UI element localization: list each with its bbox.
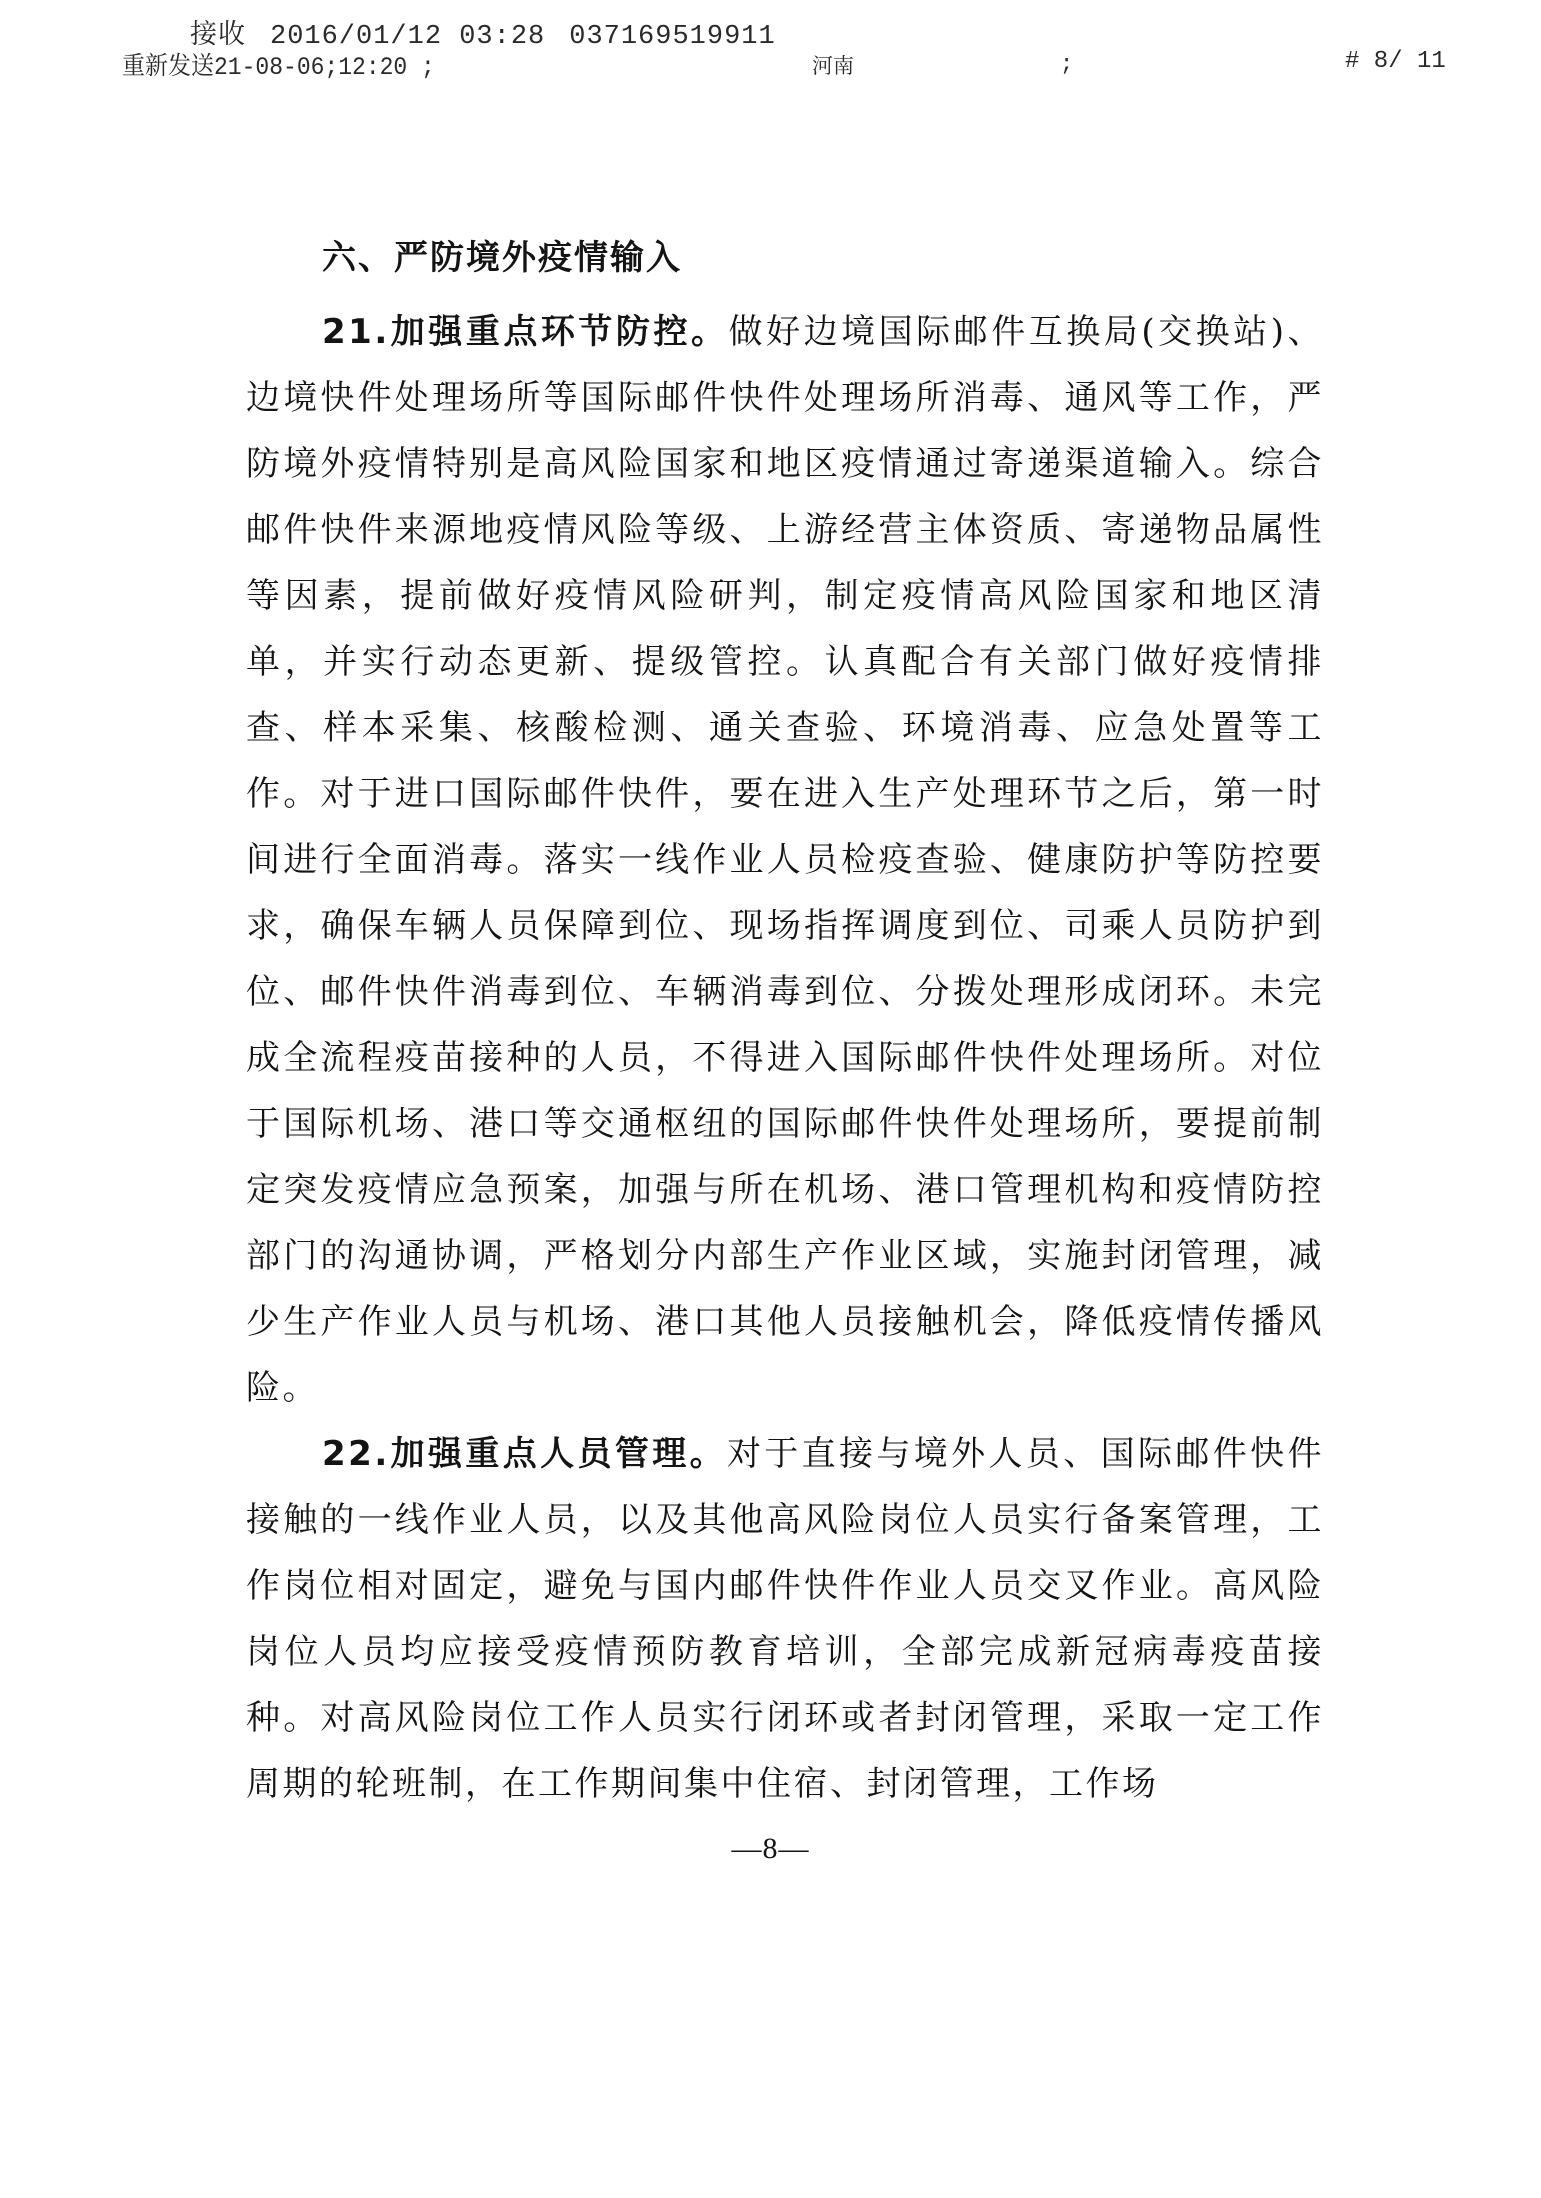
paragraph-21 bbox=[246, 299, 1324, 1421]
fax-received-datetime: 2016/01/12 03:28 bbox=[270, 22, 546, 52]
fax-received-label: 接收 bbox=[190, 22, 246, 52]
fax-region: 河南 bbox=[812, 54, 854, 78]
page-number: —8— bbox=[731, 1832, 810, 1865]
document-body bbox=[246, 225, 1324, 1817]
paragraph-22 bbox=[246, 1421, 1324, 1817]
paragraph-21-text: 做好边境国际邮件互换局(交换站)、边境快件处理场所等国际邮件快件处理场所消毒、通风等工作，严防境外疫情特别是高风险国家和地区疫情通过寄递渠道输入。综合邮件快件来源地疫情风险等级、上游经营主体资质、寄递物品属性等因素，提前做好疫情风险研判，制定疫情高风险国家和地区清单，并实行动态更新、提级管控。认真配合有关部门做好疫情排查、样本采集、核酸检测、通关查验、环境消毒、应急处置等工作。对于进口国际邮件快件，要在进入生产处理环节之后，第一时间进行全面消毒。落实一线作业人员检疫查验、健康防护等防控要求，确保车辆人员保障到位、现场指挥调度到位、司乘人员防护到位、邮件快件消毒到位、车辆消毒到位、分拨处理形成闭环。未完成全流程疫苗接种的人员，不得进入国际邮件快件处理场所。对位于国际机场、港口等交通枢纽的国际邮件快件处理场所，要提前制定突发疫情应急预案，加强与所在机场、港口管理机构和疫情防控部门的沟通协调，严格划分内部生产作业区域，实施封闭管理，减少生产作业人员与机场、港口其他人员接触机会，降低疫情传播风险。 bbox=[246, 312, 1324, 1408]
fax-separator: ; bbox=[1060, 52, 1074, 77]
fax-page-counter: # 8/ 11 bbox=[1345, 48, 1446, 75]
section-heading: 六、严防境外疫情输入 bbox=[322, 238, 682, 278]
paragraph-22-lead: 22.加强重点人员管理。 bbox=[322, 1434, 727, 1474]
paragraph-22-text: 对于直接与境外人员、国际邮件快件接触的一线作业人员，以及其他高风险岗位人员实行备案管理，工作岗位相对固定，避免与国内邮件快件作业人员交叉作业。高风险岗位人员均应接受疫情预防教育培训，全部完成新冠病毒疫苗接种。对高风险岗位工作人员实行闭环或者封闭管理，采取一定工作周期的轮班制，在工作期间集中住宿、封闭管理，工作场 bbox=[246, 1434, 1324, 1804]
paragraph-21-lead: 21.加强重点环节防控。 bbox=[322, 312, 729, 352]
fax-resend-line: 重新发送21-08-06;12:20 ; bbox=[122, 53, 435, 82]
fax-sender-number: 037169519911 bbox=[569, 22, 776, 52]
